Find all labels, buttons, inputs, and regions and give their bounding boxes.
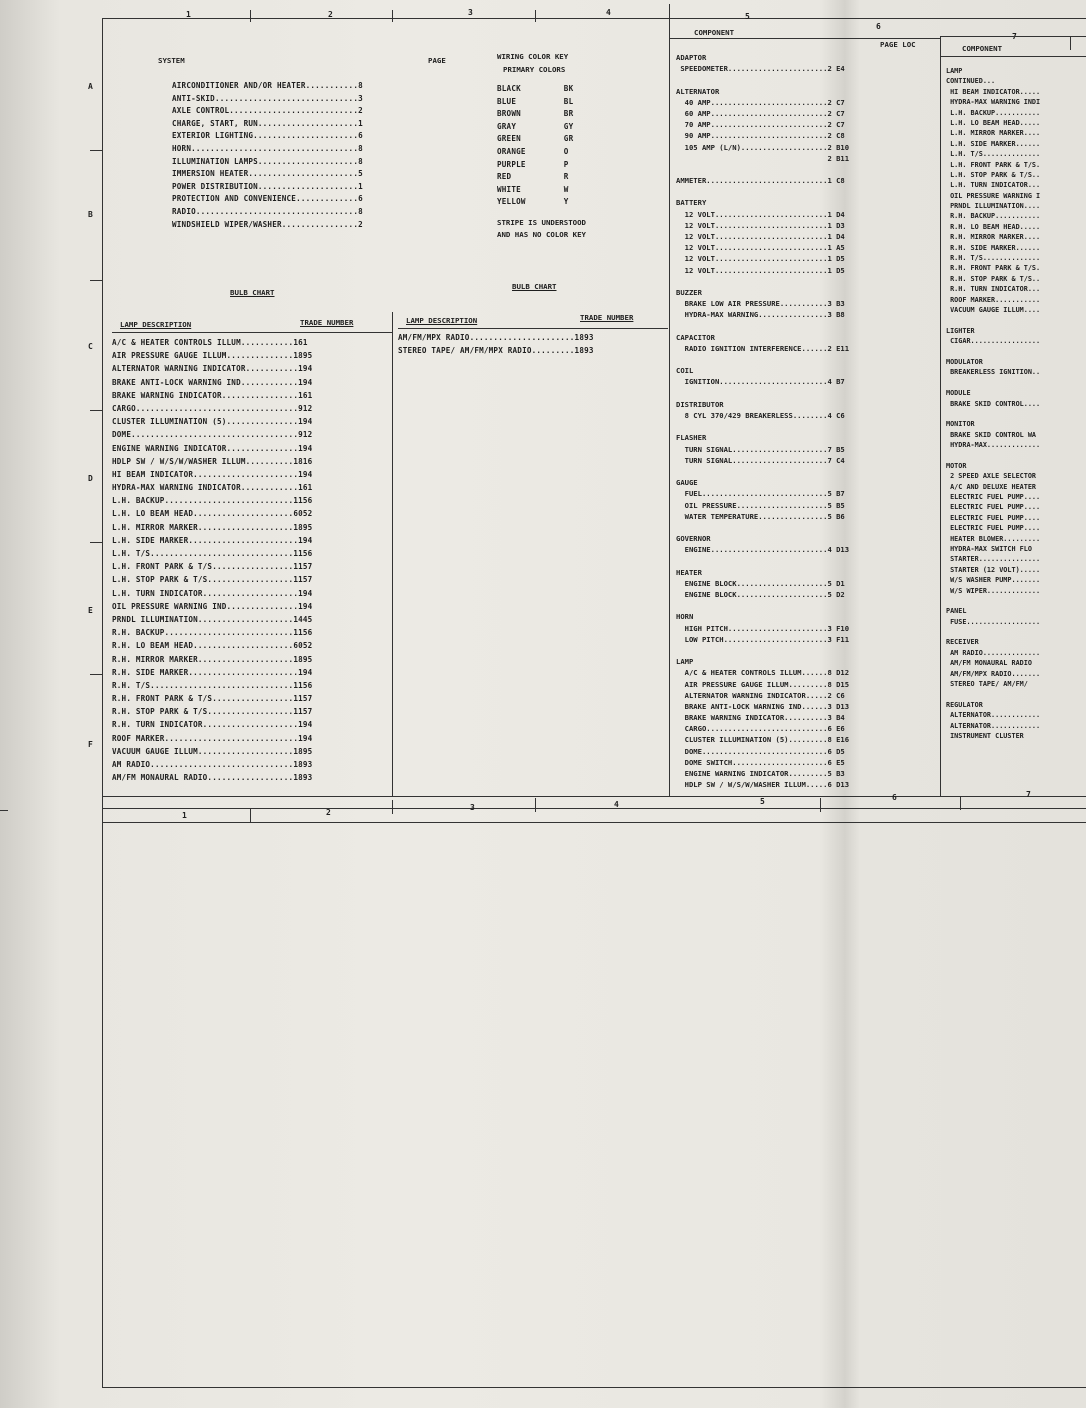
- list-line: ADAPTOR: [676, 53, 707, 62]
- col-num: 2: [328, 10, 333, 19]
- list-line: PANEL: [946, 607, 967, 616]
- list-line: HYDRA-MAX.............: [946, 441, 1041, 450]
- list-line: R.H. TURN INDICATOR...: [946, 285, 1041, 294]
- col-num: 2: [326, 808, 331, 817]
- list-line: L.H. TURN INDICATOR....................194: [112, 588, 313, 598]
- col-num: 3: [470, 803, 475, 812]
- list-line: 40 AMP...........................2 C7: [676, 97, 845, 107]
- row-tick: [90, 674, 102, 675]
- lamp-desc-header-left: LAMP DESCRIPTION: [120, 320, 192, 329]
- page-loc-header: PAGE LOC: [880, 40, 916, 49]
- list-line: 12 VOLT..........................1 D4: [676, 232, 845, 241]
- list-line: [946, 409, 1040, 419]
- list-line: MOTOR: [946, 461, 967, 470]
- list-line: BRAKE WARNING INDICATOR................161: [112, 390, 313, 400]
- list-line: REGULATOR: [946, 700, 983, 709]
- list-line: STARTER...............: [946, 555, 1041, 564]
- list-line: L.H. T/S..............: [946, 150, 1041, 159]
- list-line: W/S WASHER PUMP.......: [946, 576, 1041, 585]
- list-line: HIGH PITCH.......................3 F10: [676, 623, 850, 633]
- list-line: [946, 596, 1040, 606]
- list-line: RED R: [497, 172, 569, 182]
- row-label: E: [88, 606, 93, 615]
- list-line: ALTERNATOR............: [946, 711, 1041, 720]
- list-line: L.H. SIDE MARKER.......................194: [112, 535, 313, 545]
- row-label: C: [88, 342, 93, 351]
- list-line: AM RADIO..............................1893: [112, 760, 313, 769]
- list-line: [676, 276, 849, 287]
- list-line: ENGINE WARNING INDICATOR...............194: [112, 443, 313, 453]
- list-line: L.H. LO BEAM HEAD.....: [946, 118, 1041, 127]
- list-line: PRNDL ILLUMINATION....................1445: [112, 614, 313, 624]
- col-num: 5: [760, 797, 765, 806]
- system-index-list: [172, 80, 363, 231]
- list-line: [946, 347, 1040, 357]
- list-line: 12 VOLT..........................1 D4: [676, 209, 845, 219]
- list-line: SPEEDOMETER.......................2 E4: [676, 64, 845, 74]
- list-line: TURN SIGNAL......................7 C4: [676, 455, 845, 465]
- list-line: [676, 645, 849, 656]
- col-num: 4: [606, 8, 611, 17]
- wiring-note-1: STRIPE IS UNDERSTOOD: [497, 218, 586, 227]
- list-line: PURPLE P: [497, 159, 569, 169]
- list-line: 2 B11: [676, 153, 850, 163]
- col-num: 7: [1026, 790, 1031, 799]
- component-rule: [669, 38, 940, 39]
- list-line: [946, 450, 1040, 460]
- bulb-chart-right-list: [398, 332, 594, 357]
- list-line: FUEL.............................5 B7: [676, 489, 845, 499]
- page-header: PAGE: [428, 56, 446, 65]
- list-line: AIRCONDITIONER AND/OR HEATER...........8: [172, 81, 363, 90]
- list-line: AM RADIO..............: [946, 648, 1041, 657]
- list-line: RECEIVER: [946, 638, 979, 647]
- list-line: LAMP: [676, 657, 694, 667]
- list-line: [676, 555, 849, 566]
- list-line: DOME...................................912: [112, 430, 313, 440]
- trade-number-header-right: TRADE NUMBER: [580, 313, 634, 322]
- list-line: L.H. MIRROR MARKER....: [946, 129, 1041, 138]
- wiring-key-title: WIRING COLOR KEY: [497, 52, 569, 61]
- list-line: R.H. LO BEAM HEAD.....: [946, 222, 1041, 231]
- bulb-chart-rule: [398, 328, 668, 329]
- list-line: BREAKERLESS IGNITION..: [946, 368, 1041, 377]
- list-line: ELECTRIC FUEL PUMP....: [946, 524, 1041, 533]
- list-line: BRAKE WARNING INDICATOR..........3 B4: [676, 713, 845, 723]
- list-line: RADIO IGNITION INTERFERENCE......2 E11: [676, 343, 850, 353]
- wiring-note-2: AND HAS NO COLOR KEY: [497, 230, 586, 239]
- col-num: 3: [468, 8, 473, 17]
- list-line: R.H. STOP PARK & T/S..................1157: [112, 707, 313, 717]
- col-num: 1: [186, 10, 191, 19]
- ruler-tick: [1070, 36, 1071, 50]
- list-line: MODULE: [946, 389, 971, 398]
- list-line: [946, 689, 1040, 699]
- list-line: DOME SWITCH......................6 E5: [676, 757, 845, 767]
- list-line: MONITOR: [946, 420, 975, 429]
- list-line: [676, 186, 849, 197]
- list-line: WATER TEMPERATURE................5 B6: [676, 511, 845, 521]
- list-line: R.H. BACKUP...........................1156: [112, 628, 313, 638]
- list-line: BLUE BL: [497, 96, 574, 106]
- list-line: CIGAR.................: [946, 337, 1041, 346]
- list-line: [676, 600, 849, 611]
- list-line: A/C & HEATER CONTROLS ILLUM...........161: [112, 338, 308, 347]
- list-line: AIR PRESSURE GAUGE ILLUM.........8 D15: [676, 679, 850, 689]
- list-line: BATTERY: [676, 198, 707, 208]
- list-line: DISTRIBUTOR: [676, 399, 724, 409]
- list-line: CLUSTER ILLUMINATION (5).........8 E16: [676, 735, 850, 745]
- list-line: HDLP SW / W/S/W/WASHER ILLUM.....6 D13: [676, 780, 850, 790]
- ruler-tick: [535, 798, 536, 812]
- col-num: 6: [892, 793, 897, 802]
- list-line: BRAKE LOW AIR PRESSURE...........3 B3: [676, 299, 845, 309]
- list-line: R.H. MIRROR MARKER....................1895: [112, 654, 313, 664]
- list-line: HORN: [676, 612, 694, 622]
- list-line: L.H. FRONT PARK & T/S.: [946, 160, 1041, 169]
- component-header-5: COMPONENT: [694, 28, 735, 37]
- list-line: L.H. BACKUP...........................1156: [112, 496, 313, 506]
- wiring-color-list: [497, 83, 573, 209]
- list-line: BLACK BK: [497, 84, 574, 93]
- list-line: HI BEAM INDICATOR.....: [946, 87, 1041, 96]
- list-line: 60 AMP...........................2 C7: [676, 108, 845, 118]
- list-line: AIR PRESSURE GAUGE ILLUM..............1895: [112, 351, 313, 361]
- list-line: L.H. TURN INDICATOR...: [946, 181, 1041, 190]
- list-line: OIL PRESSURE WARNING I: [946, 191, 1041, 200]
- list-line: 70 AMP...........................2 C7: [676, 120, 845, 130]
- list-line: BRAKE ANTI-LOCK WARNING IND......3 D13: [676, 701, 850, 711]
- list-line: ENGINE BLOCK.....................5 D1: [676, 578, 845, 588]
- list-line: R.H. TURN INDICATOR....................194: [112, 720, 313, 730]
- list-line: ELECTRIC FUEL PUMP....: [946, 503, 1041, 512]
- list-line: STEREO TAPE/ AM/FM/MPX RADIO.........1893: [398, 345, 594, 355]
- list-line: ROOF MARKER............................194: [112, 733, 313, 743]
- list-line: A/C AND DELUXE HEATER: [946, 482, 1037, 491]
- list-line: [676, 421, 849, 432]
- list-line: 12 VOLT..........................1 D3: [676, 220, 845, 230]
- list-line: [676, 522, 849, 533]
- list-line: GREEN GR: [497, 134, 574, 144]
- list-line: HYDRA-MAX WARNING INDICATOR............161: [112, 483, 313, 493]
- row-label: A: [88, 82, 93, 91]
- trade-number-header-left: TRADE NUMBER: [300, 318, 354, 327]
- list-line: VACUUM GAUGE ILLUM....................1895: [112, 746, 313, 756]
- list-line: HYDRA-MAX WARNING................3 B8: [676, 310, 845, 320]
- component-rule: [940, 56, 1086, 57]
- list-line: R.H. STOP PARK & T/S..: [946, 274, 1041, 283]
- list-line: HEATER BLOWER.........: [946, 534, 1041, 543]
- list-line: LOW PITCH........................3 F11: [676, 634, 850, 644]
- column-divider-5: [669, 4, 670, 796]
- ruler-tick: [392, 800, 393, 814]
- list-line: BROWN BR: [497, 109, 574, 119]
- list-line: WINDSHIELD WIPER/WASHER................2: [172, 219, 363, 229]
- list-line: L.H. MIRROR MARKER....................1895: [112, 522, 313, 532]
- list-line: [676, 388, 849, 399]
- list-line: HEATER: [676, 567, 702, 577]
- list-line: PRNDL ILLUMINATION....: [946, 202, 1041, 211]
- list-line: [676, 321, 849, 332]
- list-line: R.H. SIDE MARKER.......................194: [112, 667, 313, 677]
- list-line: HYDRA-MAX WARNING INDI: [946, 98, 1041, 107]
- list-line: FUSE..................: [946, 617, 1041, 626]
- list-line: 105 AMP (L/N)....................2 B10: [676, 142, 850, 152]
- row-tick: [0, 810, 8, 811]
- list-line: L.H. FRONT PARK & T/S.................1157: [112, 562, 313, 572]
- list-line: 90 AMP...........................2 C8: [676, 131, 845, 141]
- bulb-chart-rule: [112, 332, 392, 333]
- list-line: ENGINE BLOCK.....................5 D2: [676, 590, 845, 599]
- list-line: AM/FM MONAURAL RADIO: [946, 659, 1032, 668]
- wiring-key-subtitle: PRIMARY COLORS: [503, 65, 566, 74]
- list-line: ALTERNATOR............: [946, 721, 1041, 730]
- list-line: 12 VOLT..........................1 D5: [676, 254, 845, 264]
- list-line: FLASHER: [676, 433, 707, 443]
- list-line: YELLOW Y: [497, 197, 569, 207]
- list-line: ORANGE O: [497, 146, 569, 156]
- bulb-chart-left-list: [112, 336, 312, 784]
- col-num: 4: [614, 800, 619, 809]
- list-line: OIL PRESSURE.....................5 B5: [676, 500, 845, 510]
- ruler-tick: [392, 10, 393, 22]
- list-line: L.H. SIDE MARKER......: [946, 139, 1041, 148]
- ruler-tick: [250, 10, 251, 22]
- list-line: GOVERNOR: [676, 534, 711, 544]
- list-line: RADIO..................................8: [172, 206, 363, 216]
- list-line: MODULATOR: [946, 357, 983, 366]
- list-line: R.H. MIRROR MARKER....: [946, 233, 1041, 242]
- bottom-ruler-line: [102, 796, 1086, 797]
- list-line: GRAY GY: [497, 121, 574, 131]
- list-line: R.H. T/S..............: [946, 254, 1041, 263]
- list-line: VACUUM GAUGE ILLUM....: [946, 305, 1041, 314]
- list-line: L.H. BACKUP...........: [946, 108, 1041, 117]
- row-tick: [90, 280, 102, 281]
- list-line: ELECTRIC FUEL PUMP....: [946, 513, 1041, 522]
- list-line: WHITE W: [497, 184, 569, 194]
- list-line: IMMERSION HEATER.......................5: [172, 169, 363, 179]
- component-list-7: [946, 66, 1040, 741]
- list-line: BRAKE SKID CONTROL....: [946, 399, 1041, 408]
- list-line: IGNITION.........................4 B7: [676, 377, 845, 387]
- list-line: AM/FM MONAURAL RADIO..................1893: [112, 773, 313, 783]
- list-line: EXTERIOR LIGHTING......................6: [172, 131, 363, 141]
- list-line: HDLP SW / W/S/W/WASHER ILLUM..........1816: [112, 456, 313, 466]
- list-line: CARGO..................................912: [112, 403, 313, 413]
- list-line: R.H. FRONT PARK & T/S.................1157: [112, 694, 313, 704]
- ruler-tick: [960, 796, 961, 810]
- col-num: 5: [745, 12, 750, 21]
- list-line: AMMETER............................1 C8: [676, 176, 845, 186]
- row-tick: [90, 410, 102, 411]
- list-line: INSTRUMENT CLUSTER: [946, 732, 1024, 740]
- bulb-chart-divider: [392, 312, 393, 796]
- list-line: 12 VOLT..........................1 A5: [676, 243, 845, 253]
- row-tick: [90, 542, 102, 543]
- lamp-desc-header-right: LAMP DESCRIPTION: [406, 316, 478, 325]
- list-line: POWER DISTRIBUTION.....................1: [172, 181, 363, 191]
- list-line: COIL: [676, 366, 694, 376]
- list-line: HI BEAM INDICATOR......................194: [112, 469, 313, 479]
- bottom-ruler-line: [102, 822, 1086, 823]
- component-list-5: [676, 52, 849, 790]
- list-line: ALTERNATOR WARNING INDICATOR...........194: [112, 364, 313, 374]
- list-line: L.H. T/S..............................1156: [112, 549, 313, 558]
- list-line: R.H. LO BEAM HEAD.....................6052: [112, 641, 313, 651]
- list-line: R.H. FRONT PARK & T/S.: [946, 264, 1041, 273]
- component-rule: [940, 36, 1086, 37]
- list-line: ELECTRIC FUEL PUMP....: [946, 493, 1041, 502]
- list-line: [946, 315, 1040, 325]
- ruler-tick: [535, 10, 536, 22]
- list-line: AXLE CONTROL...........................2: [172, 106, 363, 116]
- list-line: L.H. STOP PARK & T/S..................1157: [112, 575, 313, 585]
- list-line: OIL PRESSURE WARNING IND...............194: [112, 601, 313, 611]
- list-line: LIGHTER: [946, 326, 975, 335]
- list-line: ANTI-SKID..............................3: [172, 93, 363, 103]
- list-line: CARGO............................6 E6: [676, 724, 845, 734]
- list-line: HYDRA-MAX SWITCH FLO: [946, 544, 1032, 553]
- list-line: STARTER (12 VOLT).....: [946, 565, 1041, 574]
- list-line: A/C & HEATER CONTROLS ILLUM......8 D12: [676, 668, 850, 678]
- list-line: TURN SIGNAL......................7 B5: [676, 444, 845, 454]
- list-line: ROOF MARKER...........: [946, 295, 1041, 304]
- row-label: D: [88, 474, 93, 483]
- list-line: 2 SPEED AXLE SELECTOR: [946, 472, 1037, 481]
- list-line: R.H. BACKUP...........: [946, 212, 1041, 221]
- list-line: ALTERNATOR: [676, 86, 720, 96]
- list-line: ENGINE WARNING INDICATOR.........5 B3: [676, 769, 845, 778]
- row-label: F: [88, 740, 93, 749]
- list-line: [676, 466, 849, 477]
- list-line: DOME.............................6 D5: [676, 746, 845, 756]
- list-line: [676, 74, 849, 85]
- list-line: [676, 164, 849, 175]
- list-line: HORN...................................8: [172, 143, 363, 153]
- component-header-7: COMPONENT: [962, 44, 1003, 53]
- row-label: B: [88, 210, 93, 219]
- list-line: W/S WIPER.............: [946, 586, 1041, 595]
- list-line: R.H. SIDE MARKER......: [946, 243, 1041, 252]
- list-line: L.H. STOP PARK & T/S..: [946, 170, 1041, 179]
- list-line: STEREO TAPE/ AM/FM/: [946, 680, 1028, 689]
- col-num: 6: [876, 22, 881, 31]
- list-line: 8 CYL 370/429 BREAKERLESS........4 C6: [676, 411, 845, 420]
- list-line: GAUGE: [676, 478, 698, 488]
- list-line: CAPACITOR: [676, 332, 715, 342]
- list-line: [676, 354, 849, 365]
- bulb-chart-title-right: BULB CHART: [512, 282, 557, 291]
- list-line: L.H. LO BEAM HEAD.....................6052: [112, 509, 313, 519]
- bulb-chart-title-left: BULB CHART: [230, 288, 275, 297]
- list-line: ALTERNATOR WARNING INDICATOR.....2 C6: [676, 690, 845, 700]
- list-line: R.H. T/S..............................1156: [112, 680, 313, 690]
- list-line: BRAKE ANTI-LOCK WARNING IND............194: [112, 377, 313, 387]
- list-line: ENGINE...........................4 D13: [676, 545, 850, 555]
- list-line: BRAKE SKID CONTROL WA: [946, 430, 1037, 439]
- col-num: 1: [182, 811, 187, 820]
- ruler-tick: [820, 798, 821, 812]
- list-line: 12 VOLT..........................1 D5: [676, 265, 845, 275]
- list-line: [946, 378, 1040, 388]
- row-tick: [90, 150, 102, 151]
- list-line: BUZZER: [676, 287, 702, 297]
- list-line: CHARGE, START, RUN.....................1: [172, 118, 363, 128]
- list-line: CLUSTER ILLUMINATION (5)...............194: [112, 417, 313, 427]
- list-line: AM/FM/MPX RADIO.......: [946, 669, 1041, 678]
- list-line: CONTINUED...: [946, 77, 996, 86]
- system-header: SYSTEM: [158, 56, 185, 65]
- list-line: ILLUMINATION LAMPS.....................8: [172, 156, 363, 166]
- list-line: [946, 627, 1040, 637]
- ruler-tick: [250, 808, 251, 822]
- list-line: AM/FM/MPX RADIO......................1893: [398, 333, 594, 342]
- column-divider-7: [940, 36, 941, 796]
- list-line: LAMP: [946, 67, 963, 75]
- list-line: PROTECTION AND CONVENIENCE.............6: [172, 194, 363, 204]
